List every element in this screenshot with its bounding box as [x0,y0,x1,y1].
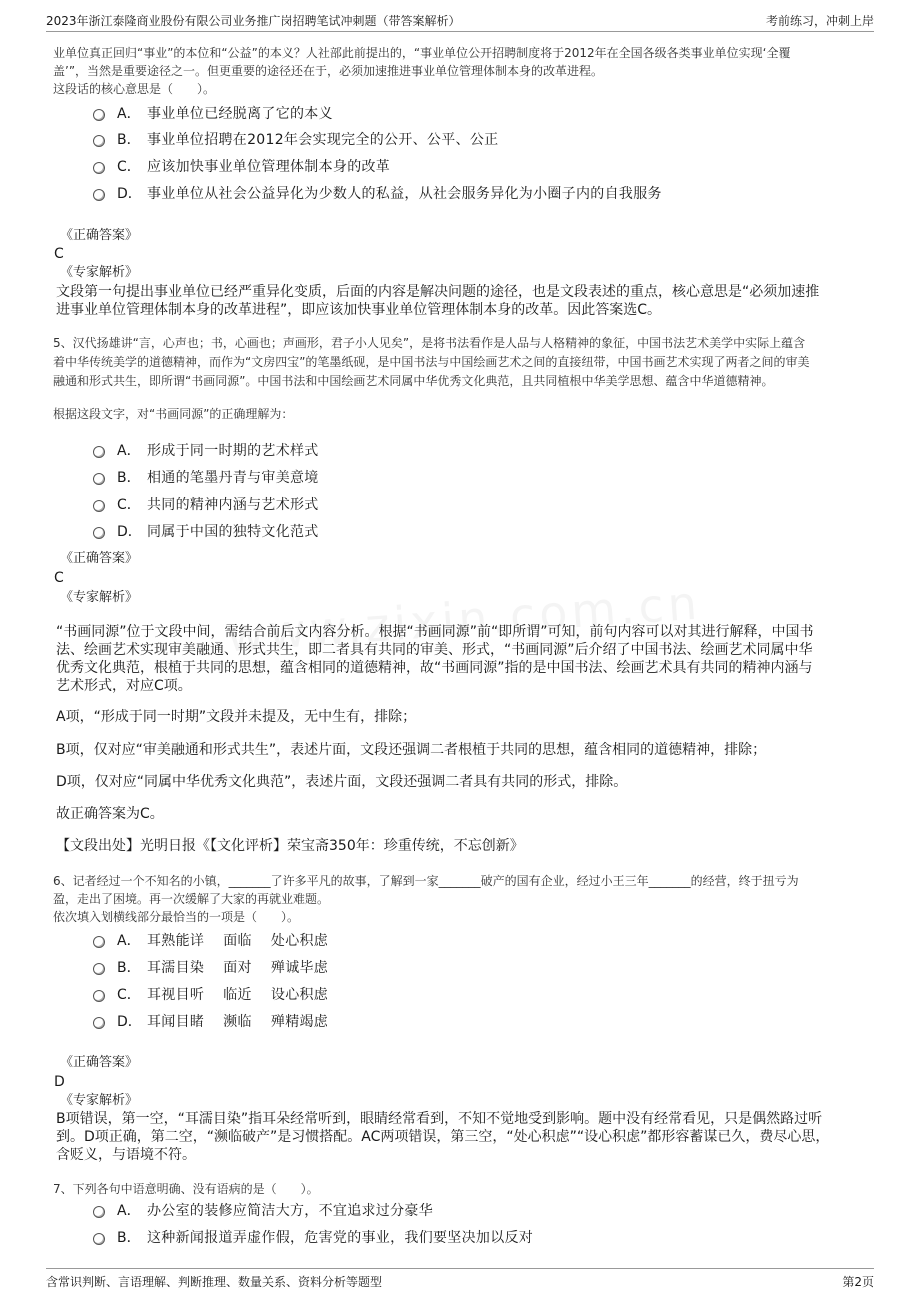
page-header [46,9,874,32]
radio-icon[interactable] [93,1206,105,1218]
document-title: 2023年浙江泰隆商业股份有限公司业务推广岗招聘笔试冲刺题（带答案解析） [46,14,461,28]
q4-option-a[interactable] [93,102,333,126]
option-key: C． [117,497,141,513]
option-key: D． [117,1014,142,1030]
option-text: 形成于同一时期的艺术样式 [147,443,319,459]
q6-option-c[interactable] [93,983,328,1007]
q6-analysis-label: 《专家解析》 [60,1093,139,1108]
option-text: 事业单位招聘在2012年会实现完全的公开、公平、公正 [147,132,499,148]
q5-passage-line: 融通和形式共生，即所谓“书画同源”。中国书法和中国绘画艺术同属中华优秀文化典范，且共同植根中华美学思想、蕴含中华道德精神。 [53,374,774,388]
radio-icon[interactable] [93,1233,105,1245]
q6-option-b[interactable] [93,956,328,980]
option-key: B． [117,1230,141,1246]
q4-analysis-line: 文段第一句提出事业单位已经严重异化变质，后面的内容是解决问题的途径，也是文段表述的重点，核心意思是“必须加速推 [56,284,820,300]
q5-question: 根据这段文字，对“书画同源”的正确理解为： [53,407,294,421]
option-text: 事业单位从社会公益异化为少数人的私益，从社会服务异化为小圈子内的自我服务 [147,186,662,202]
radio-icon[interactable] [93,527,105,539]
q5-option-c[interactable] [93,493,319,517]
option-key: B． [117,132,141,148]
option-text: 耳闻目睹 濒临 殚精竭虑 [147,1014,329,1030]
q4-question: 这段话的核心意思是（ ）。 [53,82,216,96]
radio-icon[interactable] [93,135,105,147]
option-text: 办公室的装修应简洁大方，不宜追求过分豪华 [147,1203,433,1219]
q6-option-d[interactable] [93,1010,328,1034]
q5-source: 【文段出处】光明日报《【文化评析】荣宝斋350年：珍重传统，不忘创新》 [56,838,524,854]
q6-analysis-line: 含贬义，与语境不符。 [56,1147,196,1163]
q5-option-b[interactable] [93,466,319,490]
q5-answer: C [54,570,64,586]
q5-option-d[interactable] [93,520,319,544]
option-key: A． [117,443,141,459]
option-key: A． [117,1203,141,1219]
option-key: B． [117,960,141,976]
option-text: 事业单位已经脱离了它的本义 [147,106,333,122]
q5-passage-line: 着中华传统美学的道德精神，而作为“文房四宝”的笔墨纸砚，是中国书法与中国绘画艺术之间的直接纽带，中国书画艺术实现了两者之间的审美 [53,355,810,369]
q4-analysis-label: 《专家解析》 [60,265,139,280]
q4-answer-label: 《正确答案》 [60,228,139,243]
q6-question: 依次填入划横线部分最恰当的一项是（ ）。 [53,910,300,924]
option-text: 这种新闻报道弄虚作假，危害党的事业，我们要坚决加以反对 [147,1230,534,1246]
q5-analysis-line: 优秀文化典范，根植于共同的思想，蕴含相同的道德精神，故“书画同源”指的是中国书法、绘画艺术具有共同的精神内涵与 [56,660,813,676]
option-text: 耳濡目染 面对 殚诚毕虑 [147,960,329,976]
q4-option-c[interactable] [93,155,390,179]
radio-icon[interactable] [93,162,105,174]
q6-passage-line: 6、记者经过一个不知名的小镇，_______了许多平凡的故事，了解到一家_______破产的国有企业，经过小王三年_______的经营，终于扭亏为 [53,874,799,888]
option-text: 同属于中国的独特文化范式 [147,524,319,540]
q6-analysis-line: 到。D项正确，第二空，“濒临破产”是习惯搭配。AC两项错误，第三空，“处心积虑”“设心积虑”都形容蓄谋已久，费尽心思， [56,1129,830,1145]
q5-paragraph-b: B项，仅对应“审美融通和形式共生”，表述片面，文段还强调二者根植于共同的思想，蕴含相同的道德精神，排除； [56,742,767,758]
q5-analysis-line: 艺术形式，对应C项。 [56,678,192,694]
q4-analysis-line: 进事业单位管理体制本身的改革进程”，即应该加快事业单位管理体制本身的改革。因此答案选C。 [56,302,662,318]
q5-paragraph-d: D项，仅对应“同属中华优秀文化典范”，表述片面，文段还强调二者具有共同的形式，排除。 [56,774,628,790]
q7-question: 7、下列各句中语意明确、没有语病的是（ ）。 [53,1182,319,1196]
radio-icon[interactable] [93,500,105,512]
q5-answer-label: 《正确答案》 [60,551,139,566]
option-key: C． [117,987,141,1003]
option-key: A． [117,106,141,122]
q5-analysis-line: 法、绘画艺术实现审美融通、形式共生，即二者具有共同的审美、形式，“书画同源”后介绍了中国书法、绘画艺术同属中华 [56,642,813,658]
q5-option-a[interactable] [93,439,319,463]
radio-icon[interactable] [93,963,105,975]
radio-icon[interactable] [93,990,105,1002]
q6-answer: D [54,1074,65,1090]
page-number: 第2页 [842,1275,874,1289]
option-text: 共同的精神内涵与艺术形式 [147,497,319,513]
option-text: 相通的笔墨丹青与审美意境 [147,470,319,486]
option-key: D． [117,524,142,540]
q4-option-b[interactable] [93,128,498,152]
q6-answer-label: 《正确答案》 [60,1055,139,1070]
q5-analysis-line: “书画同源”位于文段中间，需结合前后文内容分析。根据“书画同源”前“即所谓”可知，前句内容可以对其进行解释，中国书 [56,624,814,640]
q4-option-d[interactable] [93,182,662,206]
radio-icon[interactable] [93,446,105,458]
option-text: 耳熟能详 面临 处心积虑 [147,933,329,949]
radio-icon[interactable] [93,1017,105,1029]
option-key: B． [117,470,141,486]
header-slogan: 考前练习，冲刺上岸 [765,14,874,28]
q6-option-a[interactable] [93,929,328,953]
option-text: 耳视目听 临近 设心积虑 [147,987,329,1003]
radio-icon[interactable] [93,109,105,121]
q4-answer: C [54,246,64,262]
footer-description: 含常识判断、言语理解、判断推理、数量关系、资料分析等题型 [46,1275,383,1289]
q5-passage-line: 5、汉代扬雄讲“言，心声也；书，心画也；声画形，君子小人见矣”，是将书法看作是人品与人格精神的象征，中国书法艺术美学中实际上蕴含 [53,336,806,350]
option-key: C． [117,159,141,175]
option-key: A． [117,933,141,949]
q7-option-a[interactable] [93,1199,433,1223]
q4-passage-line: 业单位真正回归“事业”的本位和“公益”的本义？人社部此前提出的，“事业单位公开招聘制度将于2012年在全国各级各类事业单位实现‘全覆 [53,46,791,60]
page-footer [46,1268,874,1289]
q6-analysis-line: B项错误，第一空，“耳濡目染”指耳朵经常听到，眼睛经常看到，不知不觉地受到影响。题中没有经常看见，只是偶然路过听 [56,1111,823,1127]
q6-passage-line: 盈，走出了困境。再一次缓解了大家的再就业难题。 [53,892,330,906]
q5-analysis-label: 《专家解析》 [60,590,139,605]
q7-option-b[interactable] [93,1226,533,1250]
radio-icon[interactable] [93,189,105,201]
option-text: 应该加快事业单位管理体制本身的改革 [147,159,391,175]
radio-icon[interactable] [93,936,105,948]
q5-conclusion: 故正确答案为C。 [56,806,164,822]
q5-paragraph-a: A项，“形成于同一时期”文段并未提及，无中生有，排除； [56,709,417,725]
q4-passage-line: 盖’”，当然是重要途径之一。但更重要的途径还在于，必须加速推进事业单位管理体制本身的改革进程。 [53,64,604,78]
option-key: D． [117,186,142,202]
radio-icon[interactable] [93,473,105,485]
